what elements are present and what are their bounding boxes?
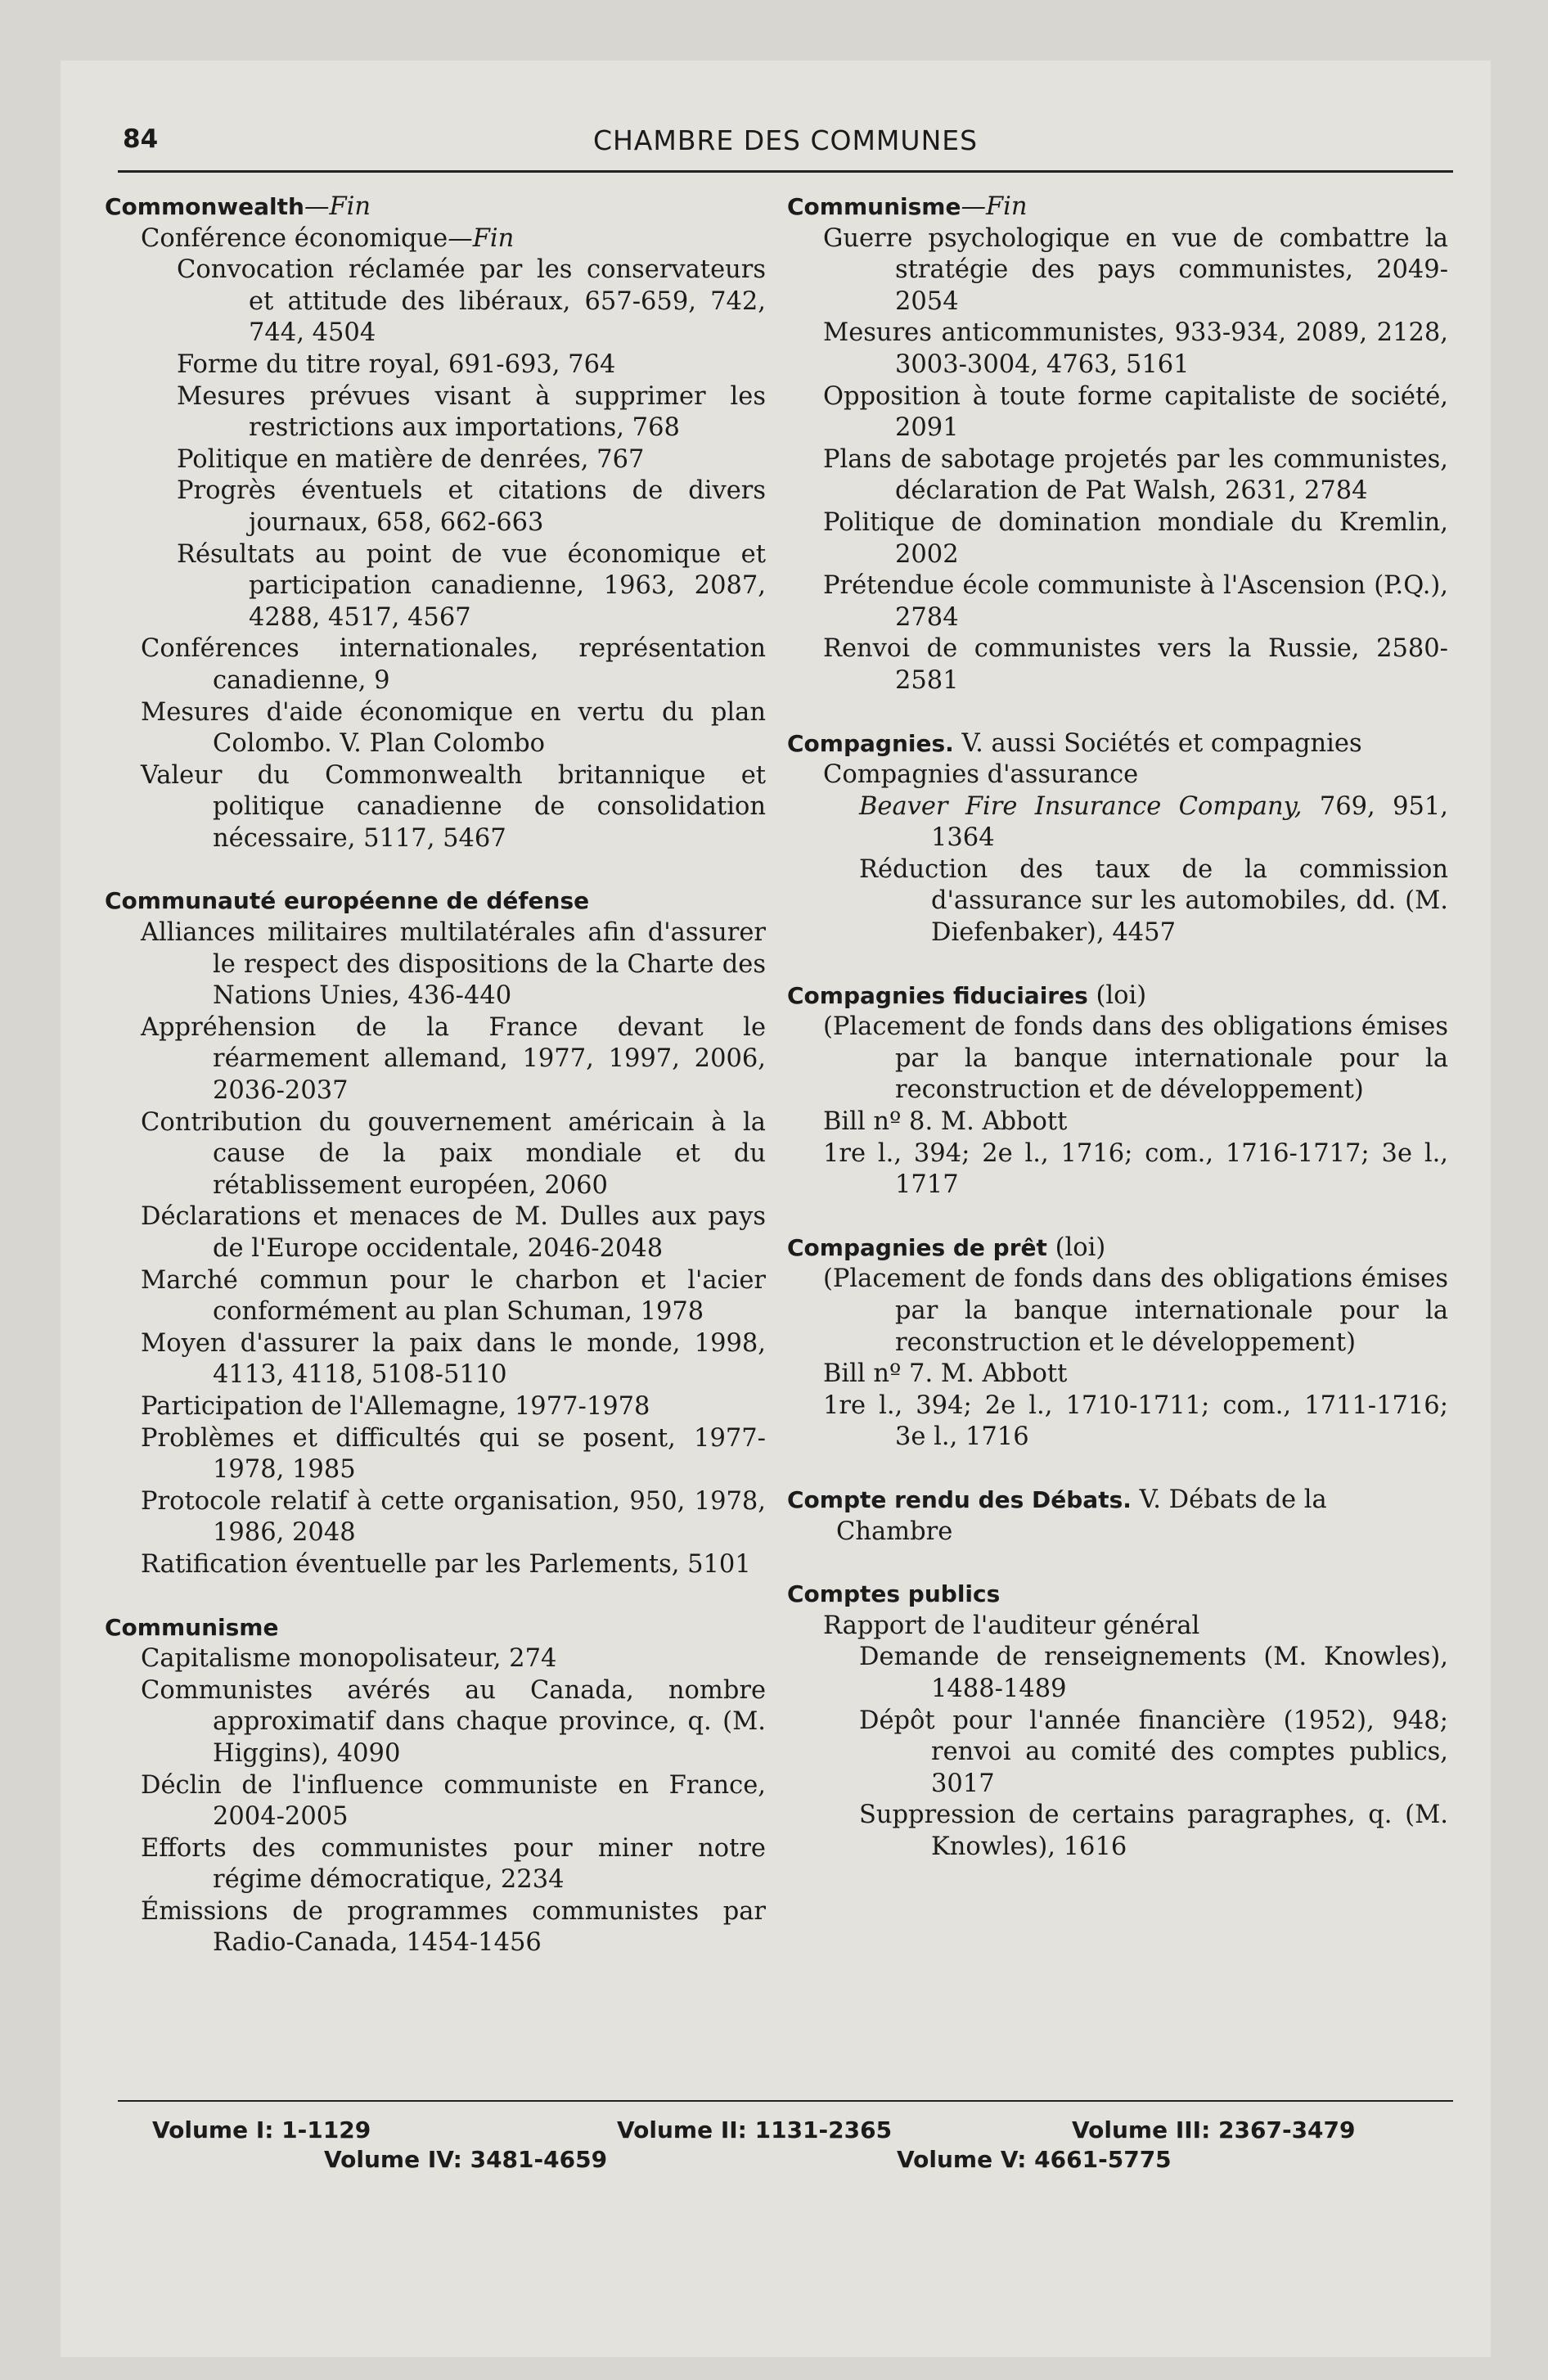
- heading-text: Compagnies.: [787, 729, 954, 757]
- index-subheading: [105, 223, 766, 255]
- index-entry: Politique de domination mondiale du Kremlin, 2002: [823, 507, 1448, 569]
- index-entry: (Placement de fonds dans des obligations émises par la banque internationale pour la reconstruction et le développement): [823, 1264, 1448, 1357]
- heading-suffix: V. Débats de la Chambre: [836, 1485, 1327, 1546]
- header-rule: [118, 170, 1453, 173]
- heading-text: Communauté européenne de défense: [105, 887, 590, 915]
- index-heading: [105, 886, 766, 917]
- index-entry: Marché commun pour le charbon et l'acier conformément au plan Schuman, 1978: [141, 1265, 766, 1327]
- index-heading: [787, 980, 1448, 1012]
- index-entry: Déclarations et menaces de M. Dulles aux pays de l'Europe occidentale, 2046-2048: [141, 1202, 766, 1263]
- index-entry: Rapport de l'auditeur général: [823, 1611, 1200, 1640]
- volume-3: Volume III: 2367-3479: [1072, 2116, 1356, 2143]
- index-entry: Efforts des communistes pour miner notre régime démocratique, 2234: [141, 1833, 766, 1895]
- index-entry: Moyen d'assurer la paix dans le monde, 1998, 4113, 4118, 5108-5110: [141, 1328, 766, 1390]
- index-entry: Contribution du gouvernement américain à la cause de la paix mondiale et du rétablissement européen, 2060: [141, 1107, 766, 1200]
- index-entry: Appréhension de la France devant le réarmement allemand, 1977, 1997, 2006, 2036-2037: [141, 1012, 766, 1106]
- heading-text: Compagnies de prêt: [787, 1233, 1047, 1261]
- index-heading: [105, 1612, 766, 1644]
- left-column: [105, 192, 766, 1959]
- heading-suffix: (loi): [1087, 980, 1147, 1010]
- index-entry: Forme du titre royal, 691-693, 764: [177, 349, 616, 379]
- index-entry: Déclin de l'influence communiste en France, 2004-2005: [141, 1770, 766, 1832]
- index-entry: Progrès éventuels et citations de divers journaux, 658, 662-663: [177, 476, 766, 537]
- volume-5: Volume V: 4661-5775: [897, 2146, 1172, 2173]
- index-entry: Conférences internationales, représentation canadienne, 9: [141, 634, 766, 695]
- section-gap: [105, 854, 766, 886]
- heading-suffix: V. aussi Sociétés et compagnies: [953, 728, 1362, 758]
- volume-1: Volume I: 1-1129: [152, 2116, 371, 2143]
- index-entry: Opposition à toute forme capitaliste de société, 2091: [823, 381, 1448, 443]
- subheading-text: Conférence économique: [141, 223, 448, 253]
- section-gap: [787, 949, 1448, 980]
- index-entry: Renvoi de communistes vers la Russie, 2580-2581: [823, 634, 1448, 695]
- index-entry: 1re l., 394; 2e l., 1710-1711; com., 1711-1716; 3e l., 1716: [823, 1391, 1448, 1452]
- index-entry: Problèmes et difficultés qui se posent, 1977-1978, 1985: [141, 1423, 766, 1485]
- index-entry: Communistes avérés au Canada, nombre approximatif dans chaque province, q. (M. Higgins), 4090: [141, 1675, 766, 1768]
- index-heading: [787, 192, 1448, 223]
- page-header: [118, 118, 1453, 167]
- right-column: [787, 192, 1448, 1864]
- index-entry: Prétendue école communiste à l'Ascension (P.Q.), 2784: [823, 571, 1448, 632]
- index-heading: [787, 1233, 1448, 1264]
- heading-suffix: —Fin: [961, 192, 1028, 221]
- index-entry: Capitalisme monopolisateur, 274: [141, 1644, 557, 1674]
- heading-suffix: —Fin: [304, 192, 371, 221]
- index-heading: [787, 1485, 1448, 1548]
- volume-4: Volume IV: 3481-4659: [324, 2146, 608, 2173]
- footer-rule: [118, 2100, 1453, 2102]
- section-gap: [787, 1548, 1448, 1579]
- index-heading: [787, 728, 1448, 760]
- index-entry: Réduction des taux de la commission d'assurance sur les automobiles, dd. (M. Diefenbaker), 4457: [859, 854, 1448, 948]
- index-entry: Plans de sabotage projetés par les communistes, déclaration de Pat Walsh, 2631, 2784: [823, 444, 1448, 506]
- heading-text: Compagnies fiduciaires: [787, 981, 1088, 1009]
- section-gap: [105, 1581, 766, 1612]
- index-entry: Valeur du Commonwealth britannique et politique canadienne de consolidation nécessaire, 5117, 5467: [141, 760, 766, 853]
- index-entry: [787, 791, 1448, 854]
- volume-2: Volume II: 1131-2365: [617, 2116, 893, 2143]
- index-entry: Compagnies d'assurance: [823, 760, 1139, 790]
- index-entry: Ratification éventuelle par les Parlements, 5101: [141, 1549, 751, 1579]
- entry-text: 769, 951, 1364: [931, 791, 1449, 853]
- entry-italic: Beaver Fire Insurance Company,: [859, 791, 1303, 821]
- index-entry: Mesures d'aide économique en vertu du plan Colombo. V. Plan Colombo: [141, 697, 766, 759]
- index-entry: Convocation réclamée par les conservateurs et attitude des libéraux, 657-659, 742, 744, 4504: [177, 255, 766, 348]
- index-entry: Mesures anticommunistes, 933-934, 2089, 2128, 3003-3004, 4763, 5161: [823, 318, 1448, 379]
- subheading-suffix: —Fin: [448, 223, 515, 253]
- index-entry: Résultats au point de vue économique et participation canadienne, 1963, 2087, 4288, 4517, 4567: [177, 539, 766, 632]
- index-heading: [105, 192, 766, 223]
- heading-text: Communisme: [105, 1613, 279, 1641]
- heading-text: Compte rendu des Débats.: [787, 1485, 1132, 1513]
- section-gap: [787, 1201, 1448, 1233]
- index-entry: Guerre psychologique en vue de combattre la stratégie des pays communistes, 2049-2054: [823, 223, 1448, 316]
- heading-text: Communisme: [787, 193, 961, 220]
- index-entry: Bill nº 8. M. Abbott: [823, 1107, 1068, 1137]
- section-gap: [787, 1454, 1448, 1485]
- index-entry: 1re l., 394; 2e l., 1716; com., 1716-1717; 3e l., 1717: [823, 1138, 1448, 1200]
- page-number: 84: [123, 124, 159, 154]
- index-entry: Suppression de certains paragraphes, q. (M. Knowles), 1616: [859, 1801, 1448, 1861]
- index-entry: Protocole relatif à cette organisation, 950, 1978, 1986, 2048: [141, 1486, 766, 1548]
- index-heading: [787, 1579, 1448, 1611]
- index-entry: Émissions de programmes communistes par Radio-Canada, 1454-1456: [141, 1896, 766, 1958]
- section-gap: [787, 697, 1448, 728]
- heading-text: Comptes publics: [787, 1580, 1001, 1608]
- index-entry: Dépôt pour l'année financière (1952), 948; renvoi au comité des comptes publics, 3017: [859, 1706, 1448, 1798]
- page-title: CHAMBRE DES COMMUNES: [592, 124, 979, 156]
- index-entry: Bill nº 7. M. Abbott: [823, 1359, 1068, 1389]
- index-entry: Demande de renseignements (M. Knowles), 1488-1489: [859, 1643, 1448, 1703]
- volume-footer: [118, 2116, 1453, 2182]
- index-entry: Politique en matière de denrées, 767: [177, 444, 645, 474]
- index-entry: Mesures prévues visant à supprimer les restrictions aux importations, 768: [177, 381, 766, 443]
- index-entry: Participation de l'Allemagne, 1977-1978: [141, 1391, 650, 1421]
- heading-suffix: (loi): [1046, 1233, 1106, 1262]
- index-entry: (Placement de fonds dans des obligations émises par la banque internationale pour la reconstruction et de développement): [823, 1012, 1448, 1105]
- index-entry: Alliances militaires multilatérales afin d'assurer le respect des dispositions de la Charte des Nations Unies, 436-440: [141, 918, 766, 1011]
- heading-text: Commonwealth: [105, 193, 304, 220]
